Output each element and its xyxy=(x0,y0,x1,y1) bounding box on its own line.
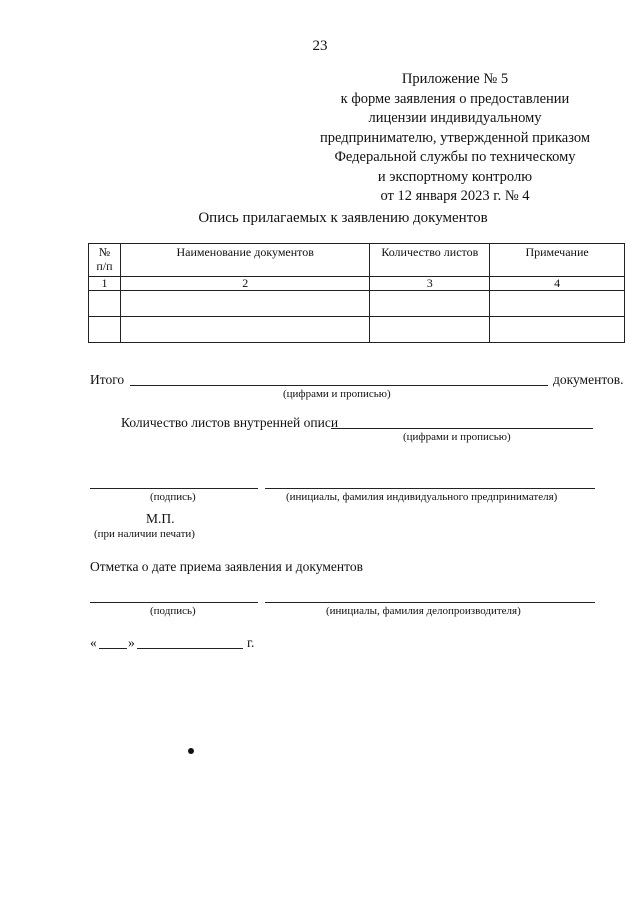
clerk-signature-line[interactable] xyxy=(90,602,258,603)
appendix-line: от 12 января 2023 г. № 4 xyxy=(380,188,530,204)
date-day-line[interactable] xyxy=(99,648,127,649)
appendix-line: предпринимателю, утвержденной приказом xyxy=(320,129,590,146)
internal-sheets-input-line[interactable] xyxy=(331,428,593,429)
ink-dot xyxy=(188,748,194,754)
appendix-line: и экспортному контролю xyxy=(377,168,533,185)
column-number-3: 3 xyxy=(370,277,490,291)
signature-line[interactable] xyxy=(90,488,258,489)
column-number-4: 4 xyxy=(490,277,625,291)
table-cell[interactable] xyxy=(120,291,369,317)
appendix-line: Приложение № 5 xyxy=(401,71,509,87)
page-number: 23 xyxy=(312,38,328,54)
internal-sheets-caption: (цифрами и прописью) xyxy=(403,431,511,443)
appendix-line: Федеральной службы по техническому xyxy=(334,149,576,165)
appendix-header xyxy=(300,70,610,207)
signature-caption: (подпись) xyxy=(150,491,196,503)
table-row xyxy=(89,291,625,317)
total-suffix: документов. xyxy=(553,372,624,387)
date-close-quote: » xyxy=(128,635,135,650)
appendix-line: к форме заявления о предоставлении xyxy=(340,90,570,107)
internal-sheets-label: Количество листов внутренней описи xyxy=(121,415,339,430)
table-row xyxy=(89,317,625,343)
table-numbering-row xyxy=(89,277,625,291)
column-number-1: 1 xyxy=(89,277,121,291)
receipt-label: Отметка о дате приема заявления и документов xyxy=(90,559,363,574)
table-cell[interactable] xyxy=(89,291,121,317)
appendix-line: лицензии индивидуальному xyxy=(368,110,542,126)
stamp-label: М.П. xyxy=(146,511,175,526)
clerk-name-line[interactable] xyxy=(265,602,595,603)
table-header-row xyxy=(89,244,625,277)
clerk-signature-caption: (подпись) xyxy=(150,605,196,617)
table-cell[interactable] xyxy=(370,317,490,343)
table-cell[interactable] xyxy=(490,291,625,317)
header-number xyxy=(89,244,121,277)
total-caption: (цифрами и прописью) xyxy=(283,388,391,400)
document-title: Опись прилагаемых к заявлению документов xyxy=(198,210,488,226)
total-label: Итого xyxy=(90,372,125,387)
date-year-suffix: г. xyxy=(247,635,255,650)
clerk-name-caption: (инициалы, фамилия делопроизводителя) xyxy=(326,605,521,617)
total-input-line[interactable] xyxy=(130,385,548,386)
table-cell[interactable] xyxy=(120,317,369,343)
header-note: Примечание xyxy=(490,244,625,277)
header-document-name: Наименование документов xyxy=(120,244,369,277)
documents-table xyxy=(88,243,625,343)
entrepreneur-name-line[interactable] xyxy=(265,488,595,489)
stamp-note: (при наличии печати) xyxy=(94,528,195,540)
date-month-line[interactable] xyxy=(137,648,243,649)
column-number-2: 2 xyxy=(120,277,369,291)
table-cell[interactable] xyxy=(370,291,490,317)
header-number-label: № п/п xyxy=(96,245,113,273)
date-open-quote: « xyxy=(90,635,97,650)
entrepreneur-name-caption: (инициалы, фамилия индивидуального предпринимателя) xyxy=(286,491,558,503)
table-cell[interactable] xyxy=(89,317,121,343)
table-cell[interactable] xyxy=(490,317,625,343)
header-sheet-count: Количество листов xyxy=(370,244,490,277)
